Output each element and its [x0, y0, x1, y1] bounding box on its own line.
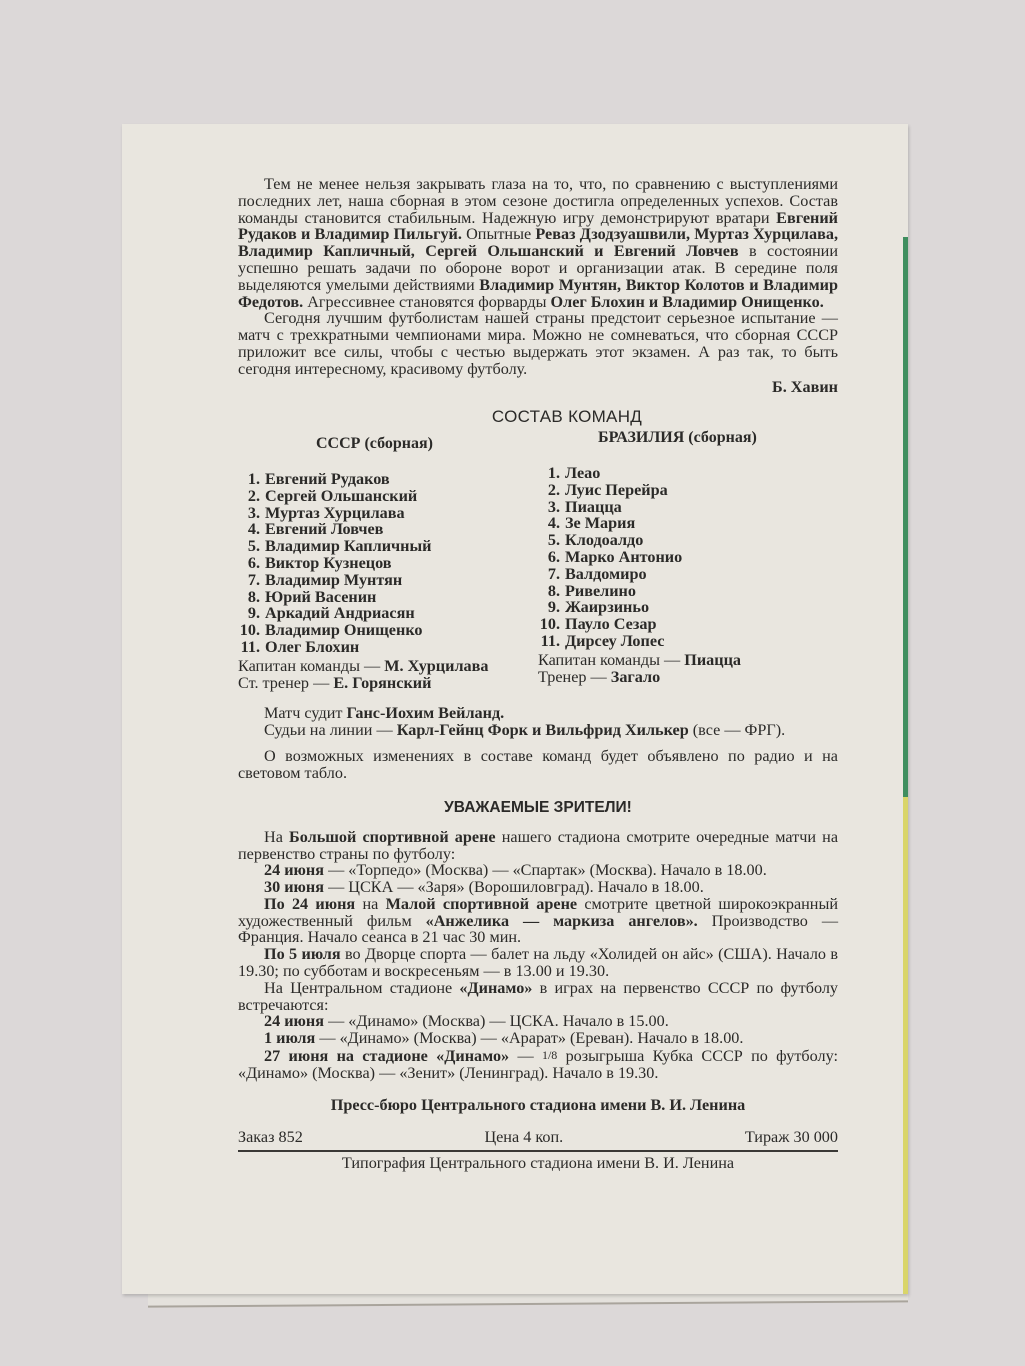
roster-player [538, 566, 838, 583]
page-content [238, 176, 838, 1172]
printer-imprint: Типография Центрального стадиона имени В. И. Ленина [341, 1154, 735, 1173]
changes-notice: О возможных изменениях в составе команд будет объявлено по радио и на световом табло. [238, 747, 838, 783]
player-number: 4. [247, 520, 260, 539]
roster-player [538, 616, 838, 633]
player-number: 11. [540, 631, 560, 650]
lineups [238, 429, 838, 693]
roster-player [238, 622, 538, 639]
player-names: Владимир Мунтян, Виктор Колотов и Владимир Федотов. [238, 275, 838, 311]
team-ussr-roster [238, 471, 538, 656]
order-number: Заказ 852 [238, 1128, 303, 1147]
line-referees: Судьи на линии — Карл-Гейнц Форк и Вильфрид Хилькер (все — ФРГ). [264, 720, 786, 739]
roster-player [538, 465, 838, 482]
player-number: 7. [547, 564, 560, 583]
player-name: Леао [565, 463, 601, 482]
roster-player [538, 482, 838, 499]
player-name: Владимир Капличный [265, 537, 432, 556]
team-brazil-coach: Тренер — Загало [538, 668, 661, 687]
text-run: Опытные [461, 225, 536, 244]
announce-film: По 24 июня на Малой спортивной арене смотрите цветной широкоэкранный художественный фильм «Анжелика — маркиза ангелов». Производство — Франция. Начало сеанса в 21 час 30 мин. [238, 894, 839, 947]
player-name: Валдомиро [565, 564, 647, 583]
player-name: Ривелино [565, 581, 636, 600]
player-number: 10. [239, 621, 260, 640]
imprint-row [238, 1129, 838, 1152]
team-ussr-heading [316, 436, 538, 453]
player-name: Муртаз Хурцилава [265, 503, 405, 522]
roster-player [238, 605, 538, 622]
roster-player [538, 599, 838, 616]
main-referee-name: Ганс-Иохим Вейланд. [346, 703, 505, 722]
roster-player [538, 499, 838, 516]
player-name: Виктор Кузнецов [265, 553, 392, 572]
announce-big-arena: На Большой спортивной арене нашего стадиона смотрите очередные матчи на первенство страны по футболу: [238, 827, 839, 863]
press-bureau: Пресс-бюро Центрального стадиона имени В. И. Ленина [330, 1095, 746, 1114]
player-name: Владимир Мунтян [265, 570, 403, 589]
roster-player [238, 639, 538, 656]
player-number: 8. [547, 581, 560, 600]
roster-player [238, 488, 538, 505]
player-number: 8. [247, 587, 260, 606]
team-ussr-captain: Капитан команды — М. Хурцилава [238, 656, 489, 675]
text-run: Агрессивнее становятся форварды [303, 292, 551, 311]
player-name: Сергей Ольшанский [265, 486, 418, 505]
team-ussr-suffix: (сборная) [364, 435, 433, 453]
program-page [122, 124, 908, 1294]
team-brazil-roster [538, 465, 838, 650]
player-name: Владимир Онищенко [265, 621, 423, 640]
cover-edge-yellow [903, 797, 908, 1294]
team-brazil-coach-name: Загало [610, 668, 661, 687]
announcements-title: УВАЖАЕМЫЕ ЗРИТЕЛИ! [444, 798, 632, 816]
cover-edge-green [903, 237, 908, 797]
announce-match-2: 30 июня — ЦСКА — «Заря» (Ворошиловград). Начало в 18.00. [264, 878, 704, 897]
roster-player [238, 505, 538, 522]
player-number: 9. [247, 604, 260, 623]
article-author: Б. Хавин [772, 377, 838, 396]
player-name: Марко Антонио [565, 547, 683, 566]
player-number: 5. [247, 537, 260, 556]
player-number: 2. [247, 486, 260, 505]
roster-player [538, 583, 838, 600]
player-number: 4. [547, 514, 560, 533]
roster-player [238, 521, 538, 538]
price: Цена 4 коп. [484, 1128, 564, 1147]
player-names: Реваз Дзодзуашвили, Муртаз Хурцилава, Владимир Капличный, Сергей Ольшанский и Евгений Ловчев [238, 225, 838, 261]
player-number: 2. [547, 480, 560, 499]
announce-ice-ballet: По 5 июля во Дворце спорта — балет на льду «Холидей он айс» (США). Начало в 19.30; по субботам и воскресеньям — в 13.00 и 19.30. [238, 945, 838, 981]
text-run: в состоянии успешно решать задачи по обороне ворот и организации атак. В середине поля выделяются умелыми действиями [238, 242, 839, 294]
team-ussr-coach: Ст. тренер — Е. Горянский [238, 674, 432, 693]
roster-player [538, 549, 838, 566]
announce-dinamo-match-1: 24 июня — «Динамо» (Москва) — ЦСКА. Начало в 15.00. [264, 1012, 669, 1031]
roster-player [238, 555, 538, 572]
roster-player [538, 633, 838, 650]
player-name: Жаирзиньо [565, 598, 650, 617]
roster-player [238, 471, 538, 488]
player-number: 1. [547, 463, 560, 482]
team-brazil-name: БРАЗИЛИЯ [598, 429, 685, 447]
text-run: Тем не менее нельзя закрывать глаза на то, что, по сравнению с выступлениями последних лет, наша сборная в этом сезоне достигла определенных успехов. Состав команды становится стабильным. Надежную игру демонстрируют вратари [238, 175, 838, 227]
roster-player [538, 515, 838, 532]
player-name: Пиацца [565, 497, 622, 516]
team-ussr-name: СССР [316, 435, 361, 453]
player-names: Евгений Рудаков и Владимир Пильгуй. [238, 208, 838, 244]
player-name: Евгений Рудаков [265, 469, 390, 488]
team-ussr [238, 436, 538, 693]
player-names: Олег Блохин и Владимир Онищенко. [550, 292, 824, 311]
lineups-title: СОСТАВ КОМАНД [491, 407, 643, 427]
roster-player [538, 532, 838, 549]
player-number: 3. [547, 497, 560, 516]
player-name: Пауло Сезар [565, 615, 657, 634]
print-run: Тираж 30 000 [744, 1128, 838, 1147]
player-number: 9. [547, 598, 560, 617]
announce-dinamo-match-2: 1 июля — «Динамо» (Москва) — «Арарат» (Ереван). Начало в 18.00. [264, 1029, 744, 1048]
player-number: 10. [539, 615, 560, 634]
player-number: 6. [547, 547, 560, 566]
team-brazil [538, 430, 838, 693]
team-ussr-coach-name: Е. Горянский [333, 674, 432, 693]
article-paragraph-1 [238, 176, 838, 310]
team-brazil-captain: Капитан команды — Пиацца [538, 650, 742, 669]
player-name: Аркадий Андриасян [265, 604, 415, 623]
player-number: 5. [547, 531, 560, 550]
roster-player [238, 572, 538, 589]
player-name: Евгений Ловчев [265, 520, 384, 539]
fraction-one-eighth: 1/8 [541, 1048, 558, 1063]
player-name: Дирсеу Лопес [565, 631, 665, 650]
announce-dinamo: На Центральном стадионе «Динамо» в играх на первенство СССР по футболу встречаются: [238, 978, 838, 1014]
announce-match-1: 24 июня — «Торпедо» (Москва) — «Спартак» (Москва). Начало в 18.00. [264, 861, 767, 880]
player-name: Зе Мария [565, 514, 636, 533]
player-name: Луис Перейра [565, 480, 668, 499]
line-referees-names: Карл-Гейнц Форк и Вильфрид Хилькер [396, 720, 689, 739]
player-name: Юрий Васенин [265, 587, 377, 606]
announce-cup-match: 27 июня на стадионе «Динамо» — 1/8 розыгрыша Кубка СССР по футболу: «Динамо» (Москва) — «Зенит» (Ленинград). Начало в 19.30. [238, 1047, 838, 1082]
main-referee: Матч судит Ганс-Иохим Вейланд. [264, 703, 505, 722]
player-number: 3. [247, 503, 260, 522]
team-brazil-heading [598, 430, 838, 447]
player-number: 7. [247, 570, 260, 589]
player-name: Олег Блохин [265, 637, 360, 656]
team-brazil-suffix: (сборная) [688, 429, 757, 447]
player-name: Клодоалдо [565, 531, 644, 550]
player-number: 11. [240, 637, 260, 656]
article-paragraph-2: Сегодня лучшим футболистам нашей страны предстоит серьезное испытание — матч с трехкратными чемпионами мира. Можно не сомневаться, что сборная СССР приложит все силы, чтобы с честью выдержать этот экзамен. А раз так, то быть сегодня интересному, красивому футболу. [238, 309, 838, 378]
roster-player [238, 538, 538, 555]
player-number: 6. [247, 553, 260, 572]
team-ussr-captain-name: М. Хурцилава [384, 656, 489, 675]
team-brazil-captain-name: Пиацца [684, 650, 742, 669]
roster-player [238, 589, 538, 606]
player-number: 1. [247, 469, 260, 488]
